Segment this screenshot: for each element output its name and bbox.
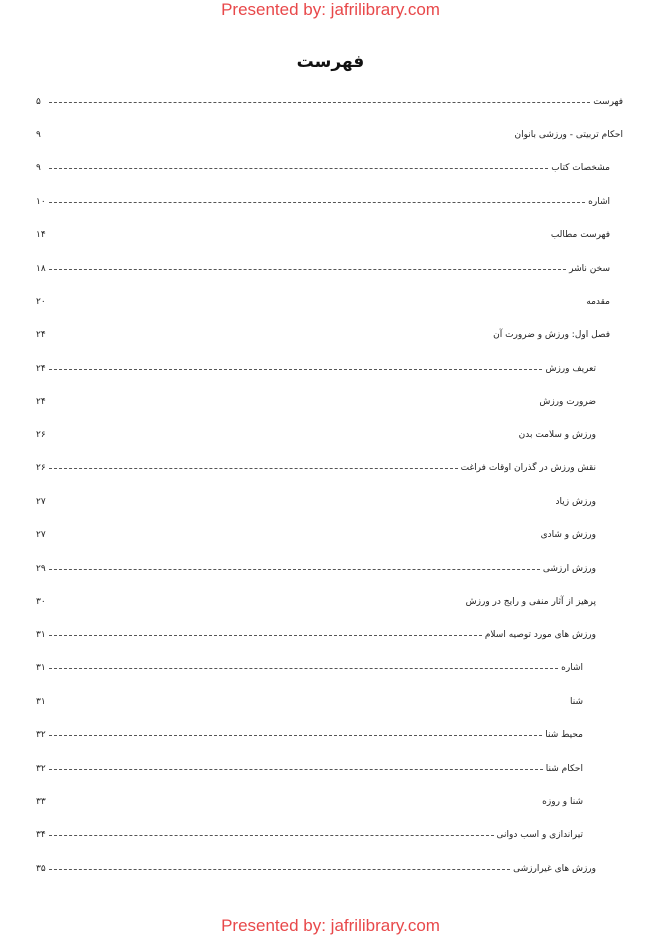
toc-entry[interactable] bbox=[36, 728, 583, 742]
toc-entry[interactable] bbox=[36, 495, 596, 509]
toc-entry-page: ۱۴ bbox=[36, 230, 46, 240]
toc-leader-line bbox=[49, 468, 458, 469]
toc-entry-page: ۵ bbox=[36, 97, 41, 107]
toc-entry[interactable] bbox=[36, 528, 596, 542]
toc-entry[interactable] bbox=[36, 161, 610, 175]
toc-entry[interactable] bbox=[36, 295, 610, 309]
toc-entry-title: اشاره bbox=[561, 663, 583, 673]
toc-entry-title: پرهیز از آثار منفی و رایج در ورزش bbox=[465, 597, 596, 607]
toc-leader-line bbox=[49, 569, 540, 570]
toc-entry-page: ۲۴ bbox=[36, 364, 46, 374]
toc-entry-page: ۲۹ bbox=[36, 564, 46, 574]
toc-entry[interactable] bbox=[36, 862, 596, 876]
toc-entry[interactable] bbox=[36, 195, 610, 209]
toc-entry-page: ۲۰ bbox=[36, 297, 46, 307]
toc-entry-page: ۹ bbox=[36, 130, 41, 140]
toc-entry-title: مشخصات کتاب bbox=[551, 163, 610, 173]
toc-entry[interactable] bbox=[36, 328, 610, 342]
watermark-bottom: Presented by: jafrilibrary.com bbox=[221, 916, 440, 935]
toc-entry-page: ۲۶ bbox=[36, 463, 46, 473]
toc-entry-page: ۳۱ bbox=[36, 663, 46, 673]
page-title: فهرست bbox=[296, 52, 365, 72]
toc-entry[interactable] bbox=[36, 362, 596, 376]
toc-entry-title: ورزش و شادی bbox=[540, 530, 596, 540]
toc-entry-title: شنا bbox=[570, 697, 583, 707]
toc-entry-page: ۹ bbox=[36, 163, 41, 173]
toc-entry[interactable] bbox=[36, 461, 596, 475]
toc-entry[interactable] bbox=[36, 228, 610, 242]
toc-entry-title: احکام تربیتی - ورزشی بانوان bbox=[514, 130, 623, 140]
toc-entry-title: نقش ورزش در گذران اوقات فراغت bbox=[460, 463, 596, 473]
toc-entry-page: ۲۶ bbox=[36, 430, 46, 440]
toc-leader-line bbox=[49, 835, 494, 836]
toc-entry-page: ۱۸ bbox=[36, 264, 46, 274]
toc-entry-title: محیط شنا bbox=[545, 730, 583, 740]
toc-entry-title: فصل اول: ورزش و ضرورت آن bbox=[493, 330, 610, 340]
toc-leader-line bbox=[49, 869, 510, 870]
toc-leader-line bbox=[49, 735, 542, 736]
toc-leader-line bbox=[49, 769, 543, 770]
toc-entry-title: شنا و روزه bbox=[542, 797, 583, 807]
toc-entry-title: ضرورت ورزش bbox=[539, 397, 596, 407]
toc-leader-line bbox=[49, 102, 590, 103]
toc-leader-line bbox=[49, 269, 566, 270]
toc-entry-page: ۲۴ bbox=[36, 397, 46, 407]
toc-entry[interactable] bbox=[36, 661, 583, 675]
toc-leader-line bbox=[49, 369, 542, 370]
toc-entry-title: ورزش های مورد توصیه اسلام bbox=[484, 630, 596, 640]
toc-leader-line bbox=[49, 668, 558, 669]
toc-entry[interactable] bbox=[36, 128, 623, 142]
toc-entry-title: ورزش ارزشی bbox=[542, 564, 596, 574]
toc-entry-title: تعریف ورزش bbox=[545, 364, 596, 374]
toc-entry[interactable] bbox=[36, 828, 583, 842]
toc-entry[interactable] bbox=[36, 628, 596, 642]
toc-entry-title: ورزش و سلامت بدن bbox=[518, 430, 596, 440]
toc-entry-title: سخن ناشر bbox=[569, 264, 610, 274]
toc-entry[interactable] bbox=[36, 595, 596, 609]
toc-entry-page: ۳۱ bbox=[36, 697, 46, 707]
toc-entry-page: ۳۲ bbox=[36, 764, 46, 774]
toc-entry[interactable] bbox=[36, 695, 583, 709]
toc-entry-title: اشاره bbox=[588, 197, 610, 207]
toc-entry-page: ۳۴ bbox=[36, 830, 46, 840]
toc-entry-title: مقدمه bbox=[586, 297, 610, 307]
toc-entry-title: ورزش زیاد bbox=[555, 497, 596, 507]
toc-entry-title: احکام شنا bbox=[545, 764, 583, 774]
toc-entry[interactable] bbox=[36, 95, 623, 109]
toc-entry[interactable] bbox=[36, 762, 583, 776]
watermark-top: Presented by: jafrilibrary.com bbox=[221, 0, 440, 19]
toc-entry-title: فهرست مطالب bbox=[550, 230, 610, 240]
toc-leader-line bbox=[49, 168, 548, 169]
toc-entry[interactable] bbox=[36, 262, 610, 276]
toc-entry-page: ۳۲ bbox=[36, 730, 46, 740]
toc-leader-line bbox=[49, 635, 482, 636]
toc-entry-page: ۳۰ bbox=[36, 597, 46, 607]
toc-entry-title: تیراندازی و اسب دوانی bbox=[496, 830, 583, 840]
toc-entry-page: ۲۷ bbox=[36, 530, 46, 540]
toc-entry[interactable] bbox=[36, 795, 583, 809]
toc-entry-page: ۱۰ bbox=[36, 197, 46, 207]
toc-entry[interactable] bbox=[36, 395, 596, 409]
toc-entry[interactable] bbox=[36, 562, 596, 576]
toc-entry-page: ۲۴ bbox=[36, 330, 46, 340]
toc-leader-line bbox=[49, 202, 585, 203]
toc-entry-page: ۳۱ bbox=[36, 630, 46, 640]
toc-entry-page: ۲۷ bbox=[36, 497, 46, 507]
toc-entry-page: ۳۵ bbox=[36, 864, 46, 874]
toc-entry-title: فهرست bbox=[593, 97, 623, 107]
toc-entry-page: ۳۳ bbox=[36, 797, 46, 807]
toc-entry-title: ورزش های غیرارزشی bbox=[513, 864, 596, 874]
toc-entry[interactable] bbox=[36, 428, 596, 442]
